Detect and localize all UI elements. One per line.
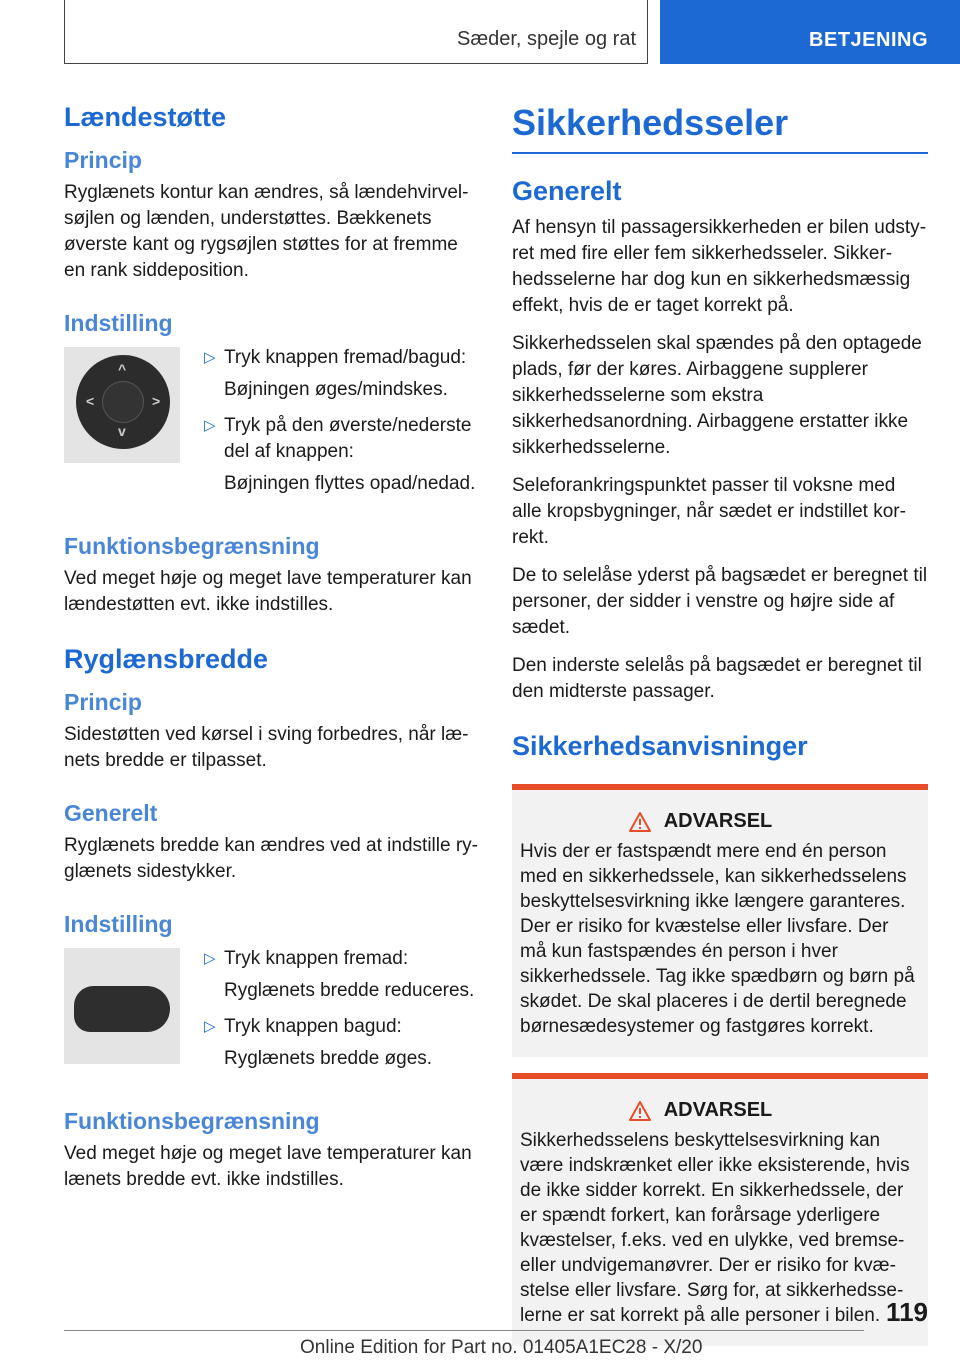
heading-sikkerhedsseler: Sikkerhedsseler xyxy=(512,102,928,154)
page-number: 119 xyxy=(886,1297,928,1327)
footer-edition: Online Edition for Part no. 01405A1EC28 - X/20 xyxy=(300,1337,703,1358)
instruction-step xyxy=(194,413,480,465)
paragraph: Sikkerhedsselen skal spændes på den optagede plads, før der køres. Airbaggene supplerer sikkerhedsselerne som ekstra sikkerhedsanordning. Airbaggene erstatter ikke sikkerhedsselerne. xyxy=(512,333,922,458)
heading-ryglaensbredde: Ryglænsbredde xyxy=(64,644,269,674)
heading-indstilling-2: Indstilling xyxy=(64,911,173,937)
triangle-bullet-icon: ▷ xyxy=(204,417,216,434)
header-section-title: Sæder, spejle og rat xyxy=(457,28,636,50)
heading-princip-2: Princip xyxy=(64,689,142,715)
triangle-bullet-icon: ▷ xyxy=(204,1018,216,1035)
heading-generelt: Generelt xyxy=(64,800,158,826)
width-button-icon xyxy=(74,986,170,1032)
step-text: Tryk knappen fremad: xyxy=(224,948,409,969)
paragraph: Af hensyn til passagersikkerheden er bilen udstyret med fire eller fem sikkerhedsseler. Sikkerhedsselerne har dog kun en sikkerhedsmæssig effekt, hvis de er taget korrekt på. xyxy=(512,217,927,316)
funk-text: Ved meget høje og meget lave temperaturer kan lændestøtten evt. ikke indstilles. xyxy=(64,568,472,615)
warning-title: ADVARSEL xyxy=(663,810,773,832)
header-chapter-tab[interactable]: BETJENING xyxy=(660,0,960,64)
instruction-block-width xyxy=(64,946,480,1082)
step-result: Ryglænets bredde reduceres. xyxy=(224,980,475,1001)
paragraph: Den inderste selelås på bagsædet er beregnet til den midterste passager. xyxy=(512,655,922,702)
warning-header xyxy=(520,810,920,833)
heading-generelt-right: Generelt xyxy=(512,176,622,206)
lumbar-knob-icon: ^ v < > xyxy=(76,355,170,449)
triangle-bullet-icon: ▷ xyxy=(204,349,216,366)
step-text: Tryk knappen fremad/bagud: xyxy=(224,347,467,368)
heading-laendestotte: Lændestøtte xyxy=(64,102,226,132)
princip-text: Ryglænets kontur kan ændres, så lændehvirvelsøjlen og lænden, understøttes. Bækkenets øverste kant og rygsøjlen støttes for at fremme en rank siddeposition. xyxy=(64,182,469,281)
step-result: Ryglænets bredde øges. xyxy=(224,1048,433,1069)
warning-triangle-icon xyxy=(628,1100,652,1122)
warning-header xyxy=(520,1099,920,1122)
lumbar-knob-image xyxy=(64,347,180,463)
heading-sikkerhedsanvisninger: Sikkerhedsanvisninger xyxy=(512,731,808,761)
step-text: Tryk knappen bagud: xyxy=(224,1016,402,1037)
instruction-list xyxy=(194,345,480,507)
heading-funktionsbegraensning: Funktionsbegrænsning xyxy=(64,533,320,559)
warning-title: ADVARSEL xyxy=(663,1099,773,1121)
paragraph: Seleforankringspunktet passer til voksne med alle kropsbygninger, når sædet er indstillet korrekt. xyxy=(512,475,906,548)
warning-text: Sikkerhedsselens beskyttelsesvirkning kan være indskrænket eller ikke eksisterende, hvis de ikke sidder korrekt. En sikkerhedssele, der er spændt forkert, kan forårsage yderligere kvæstelser, f.eks. ved en ulykke, ved bremse- eller undvigemanøvrer. Der er risiko for kvæstelse eller livsfare. Sørg for, at sikkerhedsselerne er sat korrekt på alle personer i bilen. xyxy=(520,1130,910,1326)
step-result: Bøjningen øges/mindskes. xyxy=(224,379,448,400)
instruction-step xyxy=(194,946,480,972)
instruction-step xyxy=(194,1014,480,1040)
warning-triangle-icon xyxy=(628,811,652,833)
warning-text: Hvis der er fastspændt mere end én person med en sikkerhedssele, kan sikkerhedsselens beskyttelsesvirkning ikke længere garanteres. Der er risiko for kvæstelse eller livsfare. Der må kun fastspændes én person i hver sikkerhedssele. Tag ikke spædbørn og børn på skødet. De skal placeres i de dertil beregnede børnesædesystemer og fastgøres korrekt. xyxy=(520,841,915,1037)
warning-box xyxy=(512,1073,928,1346)
triangle-bullet-icon: ▷ xyxy=(204,950,216,967)
step-result: Bøjningen flyttes opad/nedad. xyxy=(224,473,476,494)
funk2-text: Ved meget høje og meget lave temperaturer kan lænets bredde evt. ikke indstilles. xyxy=(64,1143,472,1190)
heading-indstilling: Indstilling xyxy=(64,310,173,336)
instruction-list xyxy=(194,946,480,1082)
paragraph: De to selelåse yderst på bagsædet er beregnet til personer, der sidder i venstre og højre side af sædet. xyxy=(512,565,928,638)
generelt-text: Ryglænets bredde kan ændres ved at indstille ryglænets sidestykker. xyxy=(64,835,478,882)
footer-divider xyxy=(64,1330,864,1331)
instruction-block-lumbar xyxy=(64,345,480,507)
step-text: Tryk på den øverste/nederste del af knappen: xyxy=(224,415,472,462)
left-column xyxy=(64,96,480,1205)
instruction-step xyxy=(194,345,480,371)
warning-box xyxy=(512,784,928,1057)
princip2-text: Sidestøtten ved kørsel i sving forbedres, når lænets bredde er tilpasset. xyxy=(64,724,469,771)
heading-princip: Princip xyxy=(64,147,142,173)
width-button-image xyxy=(64,948,180,1064)
heading-funktionsbegraensning-2: Funktionsbegrænsning xyxy=(64,1108,320,1134)
right-column xyxy=(512,96,928,1362)
